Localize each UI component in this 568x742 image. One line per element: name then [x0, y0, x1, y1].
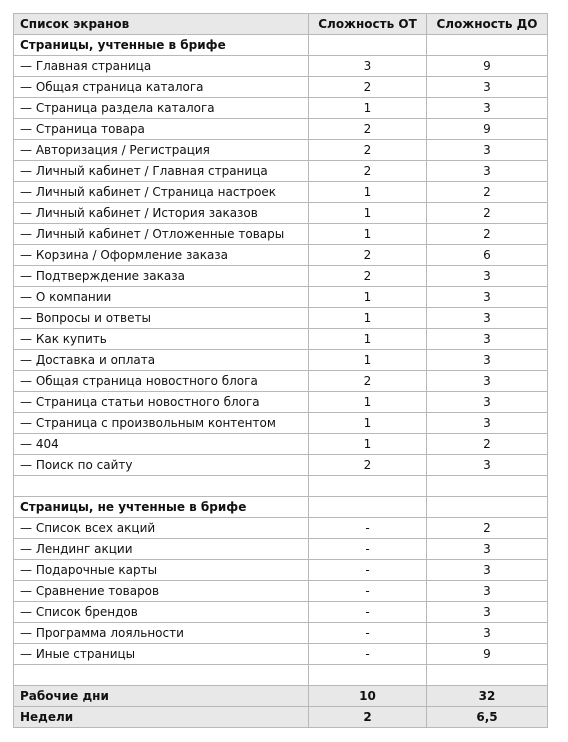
screen-name-cell: — Личный кабинет / Страница настроек: [14, 182, 309, 203]
complexity-to-cell: 9: [427, 56, 548, 77]
screen-name-cell: — Лендинг акции: [14, 539, 309, 560]
complexity-from-cell: 1: [309, 287, 427, 308]
table-row: [14, 161, 548, 182]
screen-name-cell: — Подарочные карты: [14, 560, 309, 581]
spacer-row: [14, 476, 548, 497]
total-from: 2: [309, 707, 427, 728]
complexity-to-cell: 2: [427, 224, 548, 245]
complexity-to-cell: 3: [427, 623, 548, 644]
screen-name-cell: — Список всех акций: [14, 518, 309, 539]
table-row: [14, 434, 548, 455]
screen-name-cell: — Главная страница: [14, 56, 309, 77]
table-row: [14, 539, 548, 560]
complexity-from-cell: -: [309, 518, 427, 539]
table-row: [14, 224, 548, 245]
screen-name-cell: — Личный кабинет / История заказов: [14, 203, 309, 224]
complexity-from-cell: 2: [309, 161, 427, 182]
empty-cell: [309, 35, 427, 56]
table-row: [14, 413, 548, 434]
table-row: [14, 518, 548, 539]
screen-name-cell: — Авторизация / Регистрация: [14, 140, 309, 161]
header-screens: Список экранов: [14, 14, 309, 35]
table-header-row: [14, 14, 548, 35]
empty-cell: [427, 476, 548, 497]
screen-name-cell: — Корзина / Оформление заказа: [14, 245, 309, 266]
table-row: [14, 350, 548, 371]
estimate-sheet: [13, 13, 548, 728]
complexity-to-cell: 3: [427, 77, 548, 98]
empty-cell: [309, 665, 427, 686]
complexity-to-cell: 3: [427, 539, 548, 560]
screens-complexity-table: [13, 13, 548, 728]
section-heading-row: [14, 35, 548, 56]
table-row: [14, 287, 548, 308]
complexity-to-cell: 3: [427, 329, 548, 350]
complexity-to-cell: 3: [427, 413, 548, 434]
complexity-to-cell: 3: [427, 602, 548, 623]
screen-name-cell: — Общая страница новостного блога: [14, 371, 309, 392]
complexity-to-cell: 2: [427, 182, 548, 203]
spacer-row: [14, 665, 548, 686]
screen-name-cell: — Поиск по сайту: [14, 455, 309, 476]
complexity-to-cell: 3: [427, 581, 548, 602]
table-row: [14, 581, 548, 602]
complexity-from-cell: 1: [309, 203, 427, 224]
table-row: [14, 560, 548, 581]
complexity-to-cell: 3: [427, 308, 548, 329]
complexity-from-cell: 1: [309, 182, 427, 203]
complexity-from-cell: 1: [309, 413, 427, 434]
table-row: [14, 119, 548, 140]
complexity-from-cell: 2: [309, 371, 427, 392]
screen-name-cell: — Как купить: [14, 329, 309, 350]
complexity-to-cell: 2: [427, 203, 548, 224]
complexity-from-cell: -: [309, 644, 427, 665]
complexity-to-cell: 3: [427, 98, 548, 119]
complexity-to-cell: 2: [427, 434, 548, 455]
complexity-to-cell: 3: [427, 266, 548, 287]
total-to: 32: [427, 686, 548, 707]
screen-name-cell: — Личный кабинет / Главная страница: [14, 161, 309, 182]
empty-cell: [14, 665, 309, 686]
complexity-to-cell: 3: [427, 560, 548, 581]
table-row: [14, 266, 548, 287]
complexity-to-cell: 3: [427, 371, 548, 392]
screen-name-cell: — Программа лояльности: [14, 623, 309, 644]
complexity-from-cell: 1: [309, 392, 427, 413]
complexity-from-cell: 1: [309, 224, 427, 245]
complexity-to-cell: 2: [427, 518, 548, 539]
complexity-from-cell: -: [309, 539, 427, 560]
table-row: [14, 392, 548, 413]
table-row: [14, 245, 548, 266]
total-label: Рабочие дни: [14, 686, 309, 707]
complexity-to-cell: 6: [427, 245, 548, 266]
table-row: [14, 56, 548, 77]
complexity-from-cell: 1: [309, 434, 427, 455]
total-from: 10: [309, 686, 427, 707]
empty-cell: [14, 476, 309, 497]
complexity-to-cell: 3: [427, 392, 548, 413]
total-to: 6,5: [427, 707, 548, 728]
complexity-from-cell: 2: [309, 455, 427, 476]
header-complexity-from: Сложность ОТ: [309, 14, 427, 35]
screen-name-cell: — Страница статьи новостного блога: [14, 392, 309, 413]
empty-cell: [309, 497, 427, 518]
complexity-from-cell: -: [309, 623, 427, 644]
screen-name-cell: — Подтверждение заказа: [14, 266, 309, 287]
complexity-from-cell: -: [309, 581, 427, 602]
section-title: Страницы, не учтенные в брифе: [14, 497, 309, 518]
complexity-to-cell: 9: [427, 119, 548, 140]
table-row: [14, 329, 548, 350]
table-row: [14, 203, 548, 224]
complexity-from-cell: -: [309, 602, 427, 623]
screen-name-cell: — Страница раздела каталога: [14, 98, 309, 119]
screen-name-cell: — Страница товара: [14, 119, 309, 140]
section-heading-row: [14, 497, 548, 518]
complexity-to-cell: 3: [427, 455, 548, 476]
screen-name-cell: — О компании: [14, 287, 309, 308]
empty-cell: [427, 497, 548, 518]
complexity-from-cell: 1: [309, 350, 427, 371]
complexity-from-cell: 1: [309, 308, 427, 329]
screen-name-cell: — Вопросы и ответы: [14, 308, 309, 329]
complexity-from-cell: 2: [309, 266, 427, 287]
screen-name-cell: — Доставка и оплата: [14, 350, 309, 371]
complexity-from-cell: 2: [309, 140, 427, 161]
table-row: [14, 644, 548, 665]
table-row: [14, 371, 548, 392]
screen-name-cell: — Страница с произвольным контентом: [14, 413, 309, 434]
complexity-to-cell: 3: [427, 287, 548, 308]
screen-name-cell: — Общая страница каталога: [14, 77, 309, 98]
table-row: [14, 182, 548, 203]
complexity-from-cell: -: [309, 560, 427, 581]
screen-name-cell: — Сравнение товаров: [14, 581, 309, 602]
empty-cell: [427, 35, 548, 56]
total-row-workdays: [14, 686, 548, 707]
complexity-from-cell: 3: [309, 56, 427, 77]
total-row-weeks: [14, 707, 548, 728]
table-row: [14, 308, 548, 329]
table-row: [14, 623, 548, 644]
screen-name-cell: — Личный кабинет / Отложенные товары: [14, 224, 309, 245]
complexity-to-cell: 3: [427, 161, 548, 182]
screen-name-cell: — Список брендов: [14, 602, 309, 623]
complexity-from-cell: 2: [309, 119, 427, 140]
table-row: [14, 455, 548, 476]
complexity-from-cell: 2: [309, 245, 427, 266]
empty-cell: [309, 476, 427, 497]
complexity-to-cell: 9: [427, 644, 548, 665]
section-title: Страницы, учтенные в брифе: [14, 35, 309, 56]
screen-name-cell: — Иные страницы: [14, 644, 309, 665]
complexity-from-cell: 1: [309, 98, 427, 119]
complexity-to-cell: 3: [427, 140, 548, 161]
table-row: [14, 98, 548, 119]
table-row: [14, 140, 548, 161]
complexity-from-cell: 2: [309, 77, 427, 98]
table-row: [14, 602, 548, 623]
table-body: [14, 35, 548, 728]
header-complexity-to: Сложность ДО: [427, 14, 548, 35]
screen-name-cell: — 404: [14, 434, 309, 455]
complexity-to-cell: 3: [427, 350, 548, 371]
complexity-from-cell: 1: [309, 329, 427, 350]
table-row: [14, 77, 548, 98]
total-label: Недели: [14, 707, 309, 728]
empty-cell: [427, 665, 548, 686]
